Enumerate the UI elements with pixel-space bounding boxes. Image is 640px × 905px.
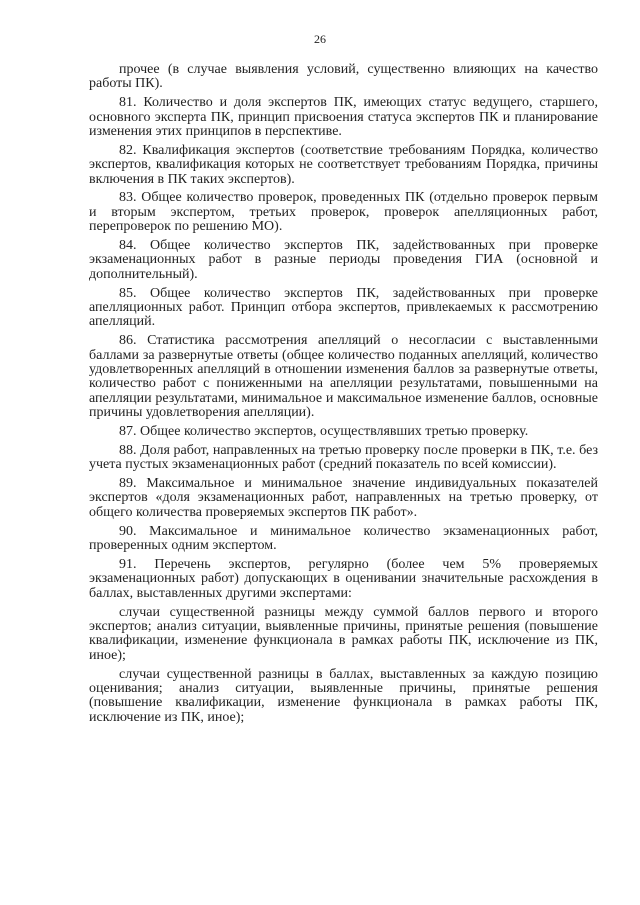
- paragraph-91-case-position: случаи существенной разницы в баллах, выставленных за каждую позицию оценивания; анализ ситуации, выявленные причины, принятые решения (повышение квалификации, изменение функционала в рамках работы ПК, исключение из ПК, иное);: [89, 666, 598, 725]
- body-text: [89, 63, 598, 729]
- paragraph-88: 88. Доля работ, направленных на третью проверку после проверки в ПК, т.е. без учета пустых экзаменационных работ (средний показатель по всей комиссии).: [89, 442, 598, 473]
- paragraph-83: 83. Общее количество проверок, проведенных ПК (отдельно проверок первым и вторым экспертом, третьих проверок, проверок апелляционных работ, перепроверок по решению МО).: [89, 190, 598, 235]
- paragraph-continuation: прочее (в случае выявления условий, существенно влияющих на качество работы ПК).: [89, 62, 598, 92]
- paragraph-84: 84. Общее количество экспертов ПК, задействованных при проверке экзаменационных работ в разные периоды проведения ГИА (основной и дополнительный).: [89, 238, 598, 282]
- page-number: 26: [314, 32, 326, 46]
- paragraph-82: 82. Квалификация экспертов (соответствие требованиям Порядка, количество экспертов, квалификация которых не соответствует требованиям Порядка, причины включения в ПК таких экспертов).: [89, 142, 598, 187]
- paragraph-86: 86. Статистика рассмотрения апелляций о несогласии с выставленными баллами за развернутые ответы (общее количество поданных апелляций, количество удовлетворенных апелляций в отношении изменения баллов за развернутые ответы, количество работ с пониженными на апелляции результатами, повышенными на апелляции результатами, минимальное и максимальное изменение баллов, основные причины удовлетворения апелляции).: [89, 333, 598, 421]
- paragraph-85: 85. Общее количество экспертов ПК, задействованных при проверке апелляционных работ. Принцип отбора экспертов, привлекаемых к рассмотрению апелляций.: [89, 285, 598, 330]
- paragraph-89: 89. Максимальное и минимальное значение индивидуальных показателей экспертов «доля экзаменационных работ, направленных на третью проверку, от общего количества проверяемых экспертов ПК работ».: [89, 476, 598, 520]
- paragraph-81: 81. Количество и доля экспертов ПК, имеющих статус ведущего, старшего, основного эксперта ПК, принцип присвоения статуса экспертов ПК и планирование изменения этих принципов в перспективе.: [89, 95, 598, 140]
- paragraph-90: 90. Максимальное и минимальное количество экзаменационных работ, проверенных одним экспертом.: [89, 523, 598, 554]
- paragraph-87: 87. Общее количество экспертов, осуществлявших третью проверку.: [119, 424, 529, 440]
- paragraph-91: 91. Перечень экспертов, регулярно (более чем 5% проверяемых экзаменационных работ) допускающих в оценивании значительные расхождения в баллах, выставленных другими экспертами:: [89, 556, 598, 601]
- paragraph-91-case-total: случаи существенной разницы между суммой баллов первого и второго экспертов; анализ ситуации, выявленные причины, принятые решения (повышение квалификации, изменение функционала в рамках работы ПК, исключение из ПК, иное);: [89, 604, 598, 663]
